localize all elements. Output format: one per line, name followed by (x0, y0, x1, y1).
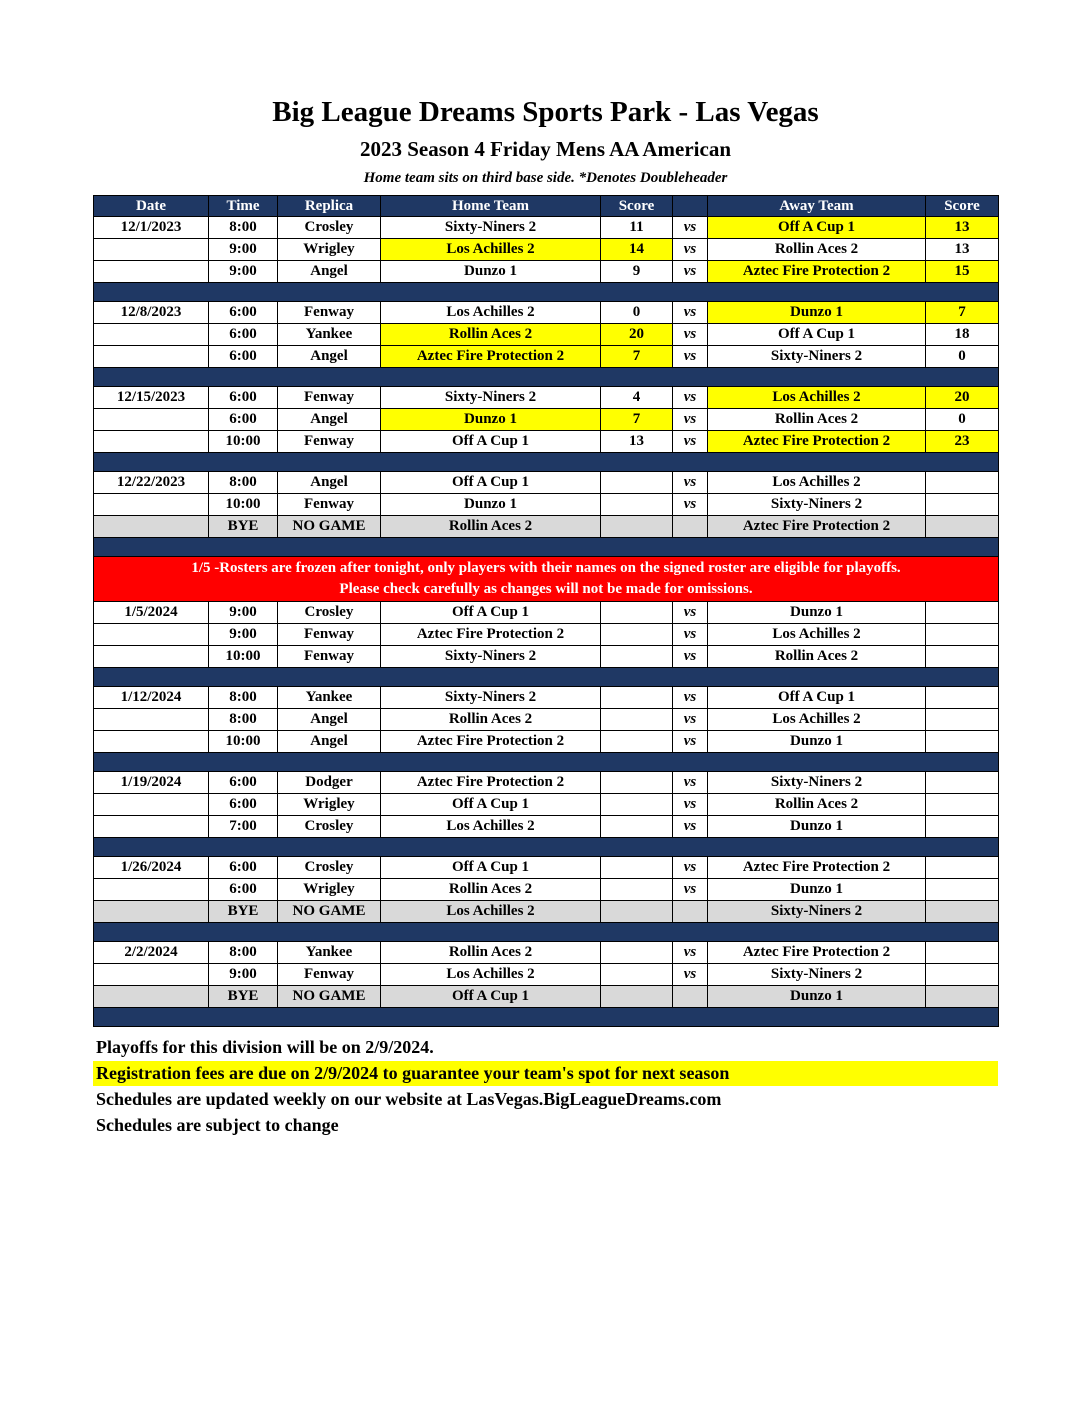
game-row (94, 387, 999, 409)
date-cell (94, 494, 209, 516)
vs-cell: vs (673, 964, 708, 986)
vs-cell: vs (673, 431, 708, 453)
replica-cell: Fenway (278, 646, 381, 668)
away-team-cell: Aztec Fire Protection 2 (708, 516, 926, 538)
home-team-cell: Sixty-Niners 2 (381, 646, 601, 668)
home-team-cell: Rollin Aces 2 (381, 942, 601, 964)
date-cell (94, 709, 209, 731)
replica-cell: Fenway (278, 624, 381, 646)
away-score-cell: 15 (926, 261, 999, 283)
column-header-home-score: Score (601, 196, 673, 217)
away-score-cell (926, 687, 999, 709)
away-team-cell: Aztec Fire Protection 2 (708, 942, 926, 964)
home-team-cell: Los Achilles 2 (381, 816, 601, 838)
replica-cell: NO GAME (278, 516, 381, 538)
date-cell (94, 794, 209, 816)
time-cell: 6:00 (209, 346, 278, 368)
away-team-cell: Los Achilles 2 (708, 709, 926, 731)
column-header-replica: Replica (278, 196, 381, 217)
date-cell (94, 646, 209, 668)
away-score-cell (926, 772, 999, 794)
away-score-cell (926, 964, 999, 986)
home-score-cell (601, 857, 673, 879)
date-cell: 12/1/2023 (94, 217, 209, 239)
game-row (94, 302, 999, 324)
home-team-cell: Aztec Fire Protection 2 (381, 624, 601, 646)
page-title: Big League Dreams Sports Park - Las Vegas (272, 96, 819, 128)
home-score-cell: 7 (601, 346, 673, 368)
footer-line: Schedules are updated weekly on our website at LasVegas.BigLeagueDreams.com (96, 1089, 722, 1109)
home-score-cell (601, 901, 673, 923)
date-cell (94, 879, 209, 901)
home-team-cell: Rollin Aces 2 (381, 709, 601, 731)
vs-cell: vs (673, 602, 708, 624)
home-score-cell: 9 (601, 261, 673, 283)
vs-cell: vs (673, 494, 708, 516)
home-team-cell: Off A Cup 1 (381, 986, 601, 1008)
replica-cell: Crosley (278, 857, 381, 879)
replica-cell: Fenway (278, 964, 381, 986)
home-score-cell: 14 (601, 239, 673, 261)
date-cell: 1/5/2024 (94, 602, 209, 624)
home-team-cell: Los Achilles 2 (381, 964, 601, 986)
home-team-cell: Aztec Fire Protection 2 (381, 731, 601, 753)
separator-cell (94, 453, 999, 472)
game-row (94, 942, 999, 964)
date-cell: 12/22/2023 (94, 472, 209, 494)
time-cell: 6:00 (209, 857, 278, 879)
time-cell: 6:00 (209, 879, 278, 901)
home-score-cell (601, 602, 673, 624)
game-row (94, 261, 999, 283)
vs-cell: vs (673, 772, 708, 794)
replica-cell: Angel (278, 709, 381, 731)
game-row (94, 409, 999, 431)
date-cell (94, 731, 209, 753)
time-cell: 8:00 (209, 687, 278, 709)
time-cell: 8:00 (209, 942, 278, 964)
page-footer (93, 1035, 998, 1138)
home-team-cell: Off A Cup 1 (381, 602, 601, 624)
replica-cell: Crosley (278, 816, 381, 838)
date-cell: 12/15/2023 (94, 387, 209, 409)
vs-cell: vs (673, 709, 708, 731)
away-score-cell (926, 516, 999, 538)
time-cell: 8:00 (209, 709, 278, 731)
time-cell: 9:00 (209, 602, 278, 624)
away-team-cell: Dunzo 1 (708, 602, 926, 624)
home-team-cell: Off A Cup 1 (381, 431, 601, 453)
time-cell: 10:00 (209, 431, 278, 453)
time-cell: 8:00 (209, 217, 278, 239)
vs-cell (673, 901, 708, 923)
home-team-cell: Los Achilles 2 (381, 302, 601, 324)
date-cell: 2/2/2024 (94, 942, 209, 964)
notice-line: 1/5 -Rosters are frozen after tonight, only players with their names on the signed roster are eligible for playoffs. (191, 560, 901, 576)
vs-cell: vs (673, 794, 708, 816)
replica-cell: Yankee (278, 324, 381, 346)
column-header-away-score: Score (926, 196, 999, 217)
game-row (94, 772, 999, 794)
game-row (94, 794, 999, 816)
time-cell: 9:00 (209, 964, 278, 986)
vs-cell: vs (673, 857, 708, 879)
replica-cell: Wrigley (278, 239, 381, 261)
replica-cell: Wrigley (278, 794, 381, 816)
home-team-cell: Aztec Fire Protection 2 (381, 772, 601, 794)
home-score-cell (601, 794, 673, 816)
time-cell: 7:00 (209, 816, 278, 838)
date-cell (94, 324, 209, 346)
replica-cell: Crosley (278, 602, 381, 624)
away-team-cell: Off A Cup 1 (708, 687, 926, 709)
time-cell: 10:00 (209, 494, 278, 516)
away-score-cell: 20 (926, 387, 999, 409)
replica-cell: Wrigley (278, 879, 381, 901)
game-row (94, 346, 999, 368)
vs-cell: vs (673, 346, 708, 368)
time-cell: 6:00 (209, 302, 278, 324)
home-team-cell: Sixty-Niners 2 (381, 687, 601, 709)
separator-cell (94, 368, 999, 387)
away-team-cell: Sixty-Niners 2 (708, 494, 926, 516)
game-row (94, 646, 999, 668)
away-score-cell (926, 986, 999, 1008)
date-cell (94, 816, 209, 838)
game-row (94, 879, 999, 901)
home-team-cell: Rollin Aces 2 (381, 324, 601, 346)
footer-line: Registration fees are due on 2/9/2024 to guarantee your team's spot for next season (93, 1061, 998, 1086)
away-team-cell: Off A Cup 1 (708, 217, 926, 239)
home-score-cell: 20 (601, 324, 673, 346)
away-team-cell: Rollin Aces 2 (708, 646, 926, 668)
home-score-cell (601, 624, 673, 646)
home-team-cell: Rollin Aces 2 (381, 516, 601, 538)
vs-cell: vs (673, 624, 708, 646)
home-score-cell: 7 (601, 409, 673, 431)
away-team-cell: Dunzo 1 (708, 731, 926, 753)
column-header-vs (673, 196, 708, 217)
game-row (94, 709, 999, 731)
home-score-cell (601, 472, 673, 494)
replica-cell: Yankee (278, 942, 381, 964)
vs-cell: vs (673, 239, 708, 261)
week-separator-row (94, 538, 999, 557)
away-score-cell: 23 (926, 431, 999, 453)
week-separator-row (94, 923, 999, 942)
vs-cell (673, 516, 708, 538)
away-score-cell (926, 942, 999, 964)
away-team-cell: Dunzo 1 (708, 302, 926, 324)
replica-cell: NO GAME (278, 986, 381, 1008)
away-team-cell: Rollin Aces 2 (708, 409, 926, 431)
footer-line: Playoffs for this division will be on 2/9/2024. (96, 1037, 434, 1057)
vs-cell: vs (673, 261, 708, 283)
home-score-cell (601, 964, 673, 986)
column-header-home-team: Home Team (381, 196, 601, 217)
away-score-cell (926, 901, 999, 923)
date-cell (94, 516, 209, 538)
time-cell: BYE (209, 901, 278, 923)
away-score-cell (926, 646, 999, 668)
vs-cell: vs (673, 687, 708, 709)
date-cell (94, 346, 209, 368)
home-score-cell: 11 (601, 217, 673, 239)
replica-cell: NO GAME (278, 901, 381, 923)
page-subtitle: 2023 Season 4 Friday Mens AA American (360, 137, 731, 161)
away-score-cell (926, 624, 999, 646)
time-cell: 6:00 (209, 387, 278, 409)
vs-cell: vs (673, 302, 708, 324)
separator-cell (94, 668, 999, 687)
away-team-cell: Los Achilles 2 (708, 387, 926, 409)
date-cell (94, 986, 209, 1008)
away-team-cell: Aztec Fire Protection 2 (708, 261, 926, 283)
date-cell (94, 261, 209, 283)
date-cell (94, 239, 209, 261)
home-score-cell (601, 879, 673, 901)
replica-cell: Dodger (278, 772, 381, 794)
game-row (94, 816, 999, 838)
away-score-cell: 18 (926, 324, 999, 346)
game-row (94, 687, 999, 709)
home-score-cell (601, 646, 673, 668)
column-header-date: Date (94, 196, 209, 217)
replica-cell: Fenway (278, 302, 381, 324)
game-row (94, 731, 999, 753)
home-team-cell: Rollin Aces 2 (381, 879, 601, 901)
home-score-cell (601, 942, 673, 964)
away-team-cell: Rollin Aces 2 (708, 239, 926, 261)
home-team-cell: Aztec Fire Protection 2 (381, 346, 601, 368)
time-cell: 6:00 (209, 324, 278, 346)
away-score-cell: 0 (926, 346, 999, 368)
week-separator-row (94, 838, 999, 857)
column-header-time: Time (209, 196, 278, 217)
home-score-cell (601, 731, 673, 753)
date-cell (94, 624, 209, 646)
separator-cell (94, 923, 999, 942)
vs-cell (673, 986, 708, 1008)
separator-cell (94, 538, 999, 557)
time-cell: BYE (209, 516, 278, 538)
game-row (94, 964, 999, 986)
time-cell: 9:00 (209, 239, 278, 261)
replica-cell: Fenway (278, 431, 381, 453)
away-score-cell (926, 731, 999, 753)
replica-cell: Angel (278, 346, 381, 368)
date-cell: 1/19/2024 (94, 772, 209, 794)
vs-cell: vs (673, 816, 708, 838)
replica-cell: Yankee (278, 687, 381, 709)
time-cell: BYE (209, 986, 278, 1008)
away-team-cell: Dunzo 1 (708, 816, 926, 838)
page-header (93, 96, 998, 187)
away-team-cell: Off A Cup 1 (708, 324, 926, 346)
vs-cell: vs (673, 879, 708, 901)
away-score-cell (926, 879, 999, 901)
replica-cell: Angel (278, 731, 381, 753)
notice-line: Please check carefully as changes will not be made for omissions. (339, 581, 753, 597)
date-cell (94, 901, 209, 923)
vs-cell: vs (673, 324, 708, 346)
home-score-cell: 0 (601, 302, 673, 324)
date-cell: 1/26/2024 (94, 857, 209, 879)
time-cell: 6:00 (209, 409, 278, 431)
bye-row (94, 516, 999, 538)
home-team-cell: Sixty-Niners 2 (381, 217, 601, 239)
away-team-cell: Rollin Aces 2 (708, 794, 926, 816)
week-separator-row (94, 368, 999, 387)
time-cell: 9:00 (209, 624, 278, 646)
home-team-cell: Dunzo 1 (381, 494, 601, 516)
away-score-cell (926, 857, 999, 879)
week-separator-row (94, 453, 999, 472)
home-score-cell (601, 516, 673, 538)
away-team-cell: Sixty-Niners 2 (708, 901, 926, 923)
time-cell: 6:00 (209, 772, 278, 794)
time-cell: 10:00 (209, 731, 278, 753)
away-score-cell (926, 794, 999, 816)
bye-row (94, 901, 999, 923)
game-row (94, 494, 999, 516)
date-cell (94, 964, 209, 986)
away-team-cell: Sixty-Niners 2 (708, 772, 926, 794)
home-score-cell (601, 494, 673, 516)
separator-cell (94, 838, 999, 857)
away-score-cell (926, 709, 999, 731)
home-score-cell (601, 772, 673, 794)
separator-cell (94, 753, 999, 772)
vs-cell: vs (673, 217, 708, 239)
time-cell: 9:00 (209, 261, 278, 283)
schedule-table (93, 195, 999, 1027)
away-team-cell: Dunzo 1 (708, 986, 926, 1008)
away-score-cell: 7 (926, 302, 999, 324)
replica-cell: Angel (278, 261, 381, 283)
vs-cell: vs (673, 409, 708, 431)
vs-cell: vs (673, 731, 708, 753)
time-cell: 10:00 (209, 646, 278, 668)
game-row (94, 857, 999, 879)
header-note: Home team sits on third base side. *Denotes Doubleheader (363, 170, 728, 186)
away-score-cell: 13 (926, 239, 999, 261)
bye-row (94, 986, 999, 1008)
game-row (94, 602, 999, 624)
vs-cell: vs (673, 942, 708, 964)
week-separator-row (94, 753, 999, 772)
roster-notice-cell (94, 557, 999, 602)
away-score-cell (926, 494, 999, 516)
replica-cell: Angel (278, 472, 381, 494)
replica-cell: Angel (278, 409, 381, 431)
away-team-cell: Aztec Fire Protection 2 (708, 857, 926, 879)
replica-cell: Fenway (278, 387, 381, 409)
home-team-cell: Off A Cup 1 (381, 472, 601, 494)
away-team-cell: Sixty-Niners 2 (708, 964, 926, 986)
home-score-cell (601, 687, 673, 709)
game-row (94, 324, 999, 346)
home-team-cell: Dunzo 1 (381, 409, 601, 431)
time-cell: 8:00 (209, 472, 278, 494)
vs-cell: vs (673, 646, 708, 668)
home-team-cell: Off A Cup 1 (381, 794, 601, 816)
vs-cell: vs (673, 472, 708, 494)
home-team-cell: Sixty-Niners 2 (381, 387, 601, 409)
date-cell: 12/8/2023 (94, 302, 209, 324)
time-cell: 6:00 (209, 794, 278, 816)
game-row (94, 217, 999, 239)
away-team-cell: Dunzo 1 (708, 879, 926, 901)
vs-cell: vs (673, 387, 708, 409)
home-score-cell (601, 986, 673, 1008)
game-row (94, 431, 999, 453)
home-team-cell: Los Achilles 2 (381, 239, 601, 261)
footer-line: Schedules are subject to change (96, 1115, 339, 1135)
away-score-cell (926, 472, 999, 494)
date-cell (94, 431, 209, 453)
away-team-cell: Los Achilles 2 (708, 472, 926, 494)
home-score-cell (601, 816, 673, 838)
date-cell (94, 409, 209, 431)
roster-notice-row (94, 557, 999, 602)
date-cell: 1/12/2024 (94, 687, 209, 709)
home-team-cell: Dunzo 1 (381, 261, 601, 283)
week-separator-row (94, 283, 999, 302)
home-team-cell: Off A Cup 1 (381, 857, 601, 879)
separator-cell (94, 1008, 999, 1027)
week-separator-row (94, 668, 999, 687)
home-score-cell: 4 (601, 387, 673, 409)
week-separator-row (94, 1008, 999, 1027)
separator-cell (94, 283, 999, 302)
away-score-cell (926, 602, 999, 624)
away-score-cell (926, 816, 999, 838)
away-score-cell: 13 (926, 217, 999, 239)
away-score-cell: 0 (926, 409, 999, 431)
game-row (94, 472, 999, 494)
home-team-cell: Los Achilles 2 (381, 901, 601, 923)
away-team-cell: Sixty-Niners 2 (708, 346, 926, 368)
game-row (94, 624, 999, 646)
table-header-row (94, 196, 999, 217)
column-header-away-team: Away Team (708, 196, 926, 217)
away-team-cell: Aztec Fire Protection 2 (708, 431, 926, 453)
replica-cell: Crosley (278, 217, 381, 239)
home-score-cell: 13 (601, 431, 673, 453)
home-score-cell (601, 709, 673, 731)
replica-cell: Fenway (278, 494, 381, 516)
game-row (94, 239, 999, 261)
away-team-cell: Los Achilles 2 (708, 624, 926, 646)
